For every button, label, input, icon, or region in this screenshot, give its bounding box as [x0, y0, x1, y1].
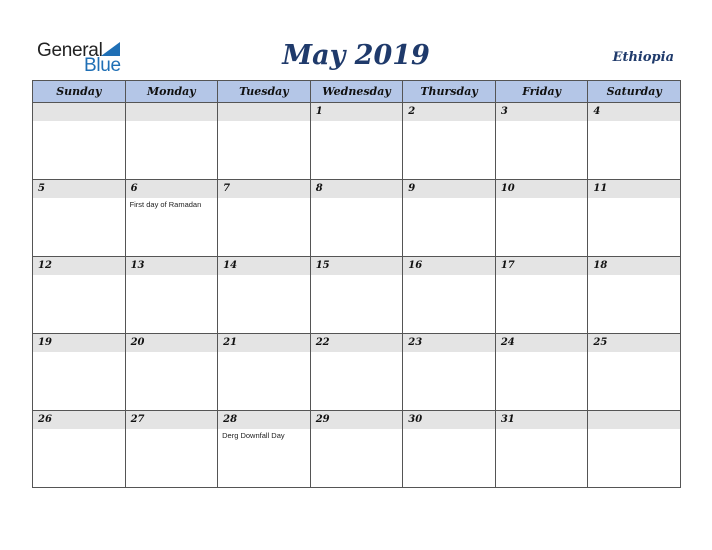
day-number-bar	[33, 103, 125, 121]
day-number-bar	[311, 334, 403, 352]
day-cell	[588, 257, 681, 334]
day-cell	[218, 180, 311, 257]
holiday-event-text	[218, 352, 310, 354]
day-cell	[495, 103, 588, 180]
day-number: 23	[408, 337, 423, 348]
holiday-event-text	[33, 275, 125, 277]
holiday-event-text	[126, 429, 218, 431]
day-cell	[495, 180, 588, 257]
day-cell	[33, 334, 126, 411]
day-number-bar	[33, 411, 125, 429]
week-row	[33, 257, 681, 334]
day-number-bar	[496, 103, 588, 121]
day-number-bar	[218, 411, 310, 429]
day-cell	[403, 334, 496, 411]
day-number-bar	[126, 334, 218, 352]
day-number-bar	[403, 103, 495, 121]
day-number: 9	[408, 183, 416, 194]
day-cell	[125, 180, 218, 257]
day-number-bar	[496, 334, 588, 352]
day-number: 17	[500, 260, 515, 271]
day-cell	[310, 257, 403, 334]
day-number-bar	[588, 411, 680, 429]
holiday-event-text	[588, 121, 680, 123]
day-number-bar	[403, 334, 495, 352]
holiday-event-text	[311, 275, 403, 277]
holiday-event-text	[588, 429, 680, 431]
day-number: 4	[593, 106, 601, 117]
weekday-header: Friday	[495, 81, 588, 103]
holiday-event-text	[311, 198, 403, 200]
day-number-bar	[218, 334, 310, 352]
day-cell	[218, 103, 311, 180]
day-number-bar	[496, 180, 588, 198]
weekday-header: Thursday	[403, 81, 496, 103]
day-number-bar	[403, 411, 495, 429]
day-number-bar	[126, 257, 218, 275]
day-cell	[33, 411, 126, 488]
day-number-bar	[311, 180, 403, 198]
holiday-event-text	[403, 275, 495, 277]
day-cell	[310, 180, 403, 257]
day-number: 28	[223, 414, 238, 425]
day-cell	[403, 411, 496, 488]
day-cell	[495, 257, 588, 334]
day-cell	[588, 103, 681, 180]
day-cell	[33, 103, 126, 180]
day-number: 1	[315, 106, 323, 117]
holiday-event-text	[126, 352, 218, 354]
holiday-event-text	[496, 429, 588, 431]
day-cell	[403, 257, 496, 334]
holiday-event-text	[33, 198, 125, 200]
day-number-bar	[218, 257, 310, 275]
day-number-bar	[496, 411, 588, 429]
day-number: 14	[223, 260, 238, 271]
week-row	[33, 103, 681, 180]
day-number-bar	[588, 180, 680, 198]
holiday-event-text	[588, 275, 680, 277]
day-number-bar	[496, 257, 588, 275]
day-number: 2	[408, 106, 416, 117]
day-cell	[403, 180, 496, 257]
day-cell	[403, 103, 496, 180]
weekday-header: Wednesday	[310, 81, 403, 103]
day-cell	[218, 334, 311, 411]
holiday-event-text	[33, 352, 125, 354]
week-row	[33, 334, 681, 411]
day-number-bar	[126, 180, 218, 198]
day-number: 26	[38, 414, 52, 425]
holiday-event-text	[126, 275, 218, 277]
day-number: 22	[315, 337, 330, 348]
day-cell	[218, 257, 311, 334]
day-cell	[125, 334, 218, 411]
calendar-title: May 2019	[282, 40, 430, 71]
day-cell	[588, 411, 681, 488]
day-cell	[218, 411, 311, 488]
day-number: 29	[315, 414, 330, 425]
day-number-bar	[588, 257, 680, 275]
weekday-header: Tuesday	[218, 81, 311, 103]
day-number: 30	[408, 414, 423, 425]
holiday-event-text	[403, 121, 495, 123]
day-cell	[125, 411, 218, 488]
day-number-bar	[218, 180, 310, 198]
weekday-header-row	[33, 81, 681, 103]
day-number-bar	[311, 411, 403, 429]
day-number-bar	[311, 103, 403, 121]
holiday-event-text	[311, 352, 403, 354]
day-number: 8	[315, 183, 323, 194]
weekday-header: Saturday	[588, 81, 681, 103]
holiday-event-text	[33, 429, 125, 431]
holiday-event-text	[126, 121, 218, 123]
day-cell	[588, 334, 681, 411]
holiday-event-text: Derg Downfall Day	[222, 431, 285, 440]
day-number: 21	[223, 337, 238, 348]
day-number: 11	[593, 183, 608, 194]
day-number-bar	[218, 103, 310, 121]
holiday-event-text	[403, 429, 495, 431]
day-number: 24	[500, 337, 515, 348]
day-cell	[310, 334, 403, 411]
week-row	[33, 411, 681, 488]
day-number: 6	[130, 183, 138, 194]
day-number-bar	[588, 334, 680, 352]
day-cell	[125, 257, 218, 334]
day-number: 31	[500, 414, 515, 425]
day-number: 18	[593, 260, 608, 271]
holiday-event-text	[218, 121, 310, 123]
day-cell	[310, 411, 403, 488]
day-number-bar	[33, 334, 125, 352]
day-cell	[495, 411, 588, 488]
day-number: 15	[315, 260, 330, 271]
day-cell	[33, 257, 126, 334]
day-number: 10	[500, 183, 515, 194]
weekday-header: Monday	[125, 81, 218, 103]
day-number: 25	[593, 337, 608, 348]
holiday-event-text	[218, 275, 310, 277]
holiday-event-text	[403, 352, 495, 354]
day-cell	[33, 180, 126, 257]
calendar-grid	[32, 80, 681, 488]
holiday-event-text	[33, 121, 125, 123]
day-number-bar	[33, 180, 125, 198]
day-cell	[495, 334, 588, 411]
holiday-event-text	[311, 121, 403, 123]
holiday-event-text	[496, 275, 588, 277]
holiday-event-text	[403, 198, 495, 200]
day-number: 13	[130, 260, 145, 271]
day-number-bar	[33, 257, 125, 275]
holiday-event-text	[311, 429, 403, 431]
weekday-header: Sunday	[33, 81, 126, 103]
logo-text-blue: Blue	[84, 55, 121, 76]
day-cell	[125, 103, 218, 180]
holiday-event-text: First day of Ramadan	[129, 200, 202, 209]
day-number-bar	[588, 103, 680, 121]
week-row	[33, 180, 681, 257]
day-number-bar	[311, 257, 403, 275]
holiday-event-text	[496, 198, 588, 200]
country-label: Ethiopia	[612, 50, 674, 65]
holiday-event-text	[496, 121, 588, 123]
day-number: 5	[38, 183, 45, 194]
holiday-event-text	[588, 198, 680, 200]
day-number: 12	[38, 260, 52, 271]
day-number: 3	[500, 106, 508, 117]
logo-text-general: General	[37, 40, 103, 61]
holiday-event-text	[588, 352, 680, 354]
day-number: 19	[38, 337, 52, 348]
day-cell	[588, 180, 681, 257]
holiday-event-text	[496, 352, 588, 354]
day-cell	[310, 103, 403, 180]
day-number: 27	[130, 414, 145, 425]
day-number-bar	[126, 103, 218, 121]
day-number: 20	[130, 337, 145, 348]
day-number-bar	[403, 180, 495, 198]
day-number-bar	[403, 257, 495, 275]
day-number: 16	[408, 260, 423, 271]
day-number: 7	[223, 183, 231, 194]
holiday-event-text	[218, 198, 310, 200]
day-number-bar	[126, 411, 218, 429]
